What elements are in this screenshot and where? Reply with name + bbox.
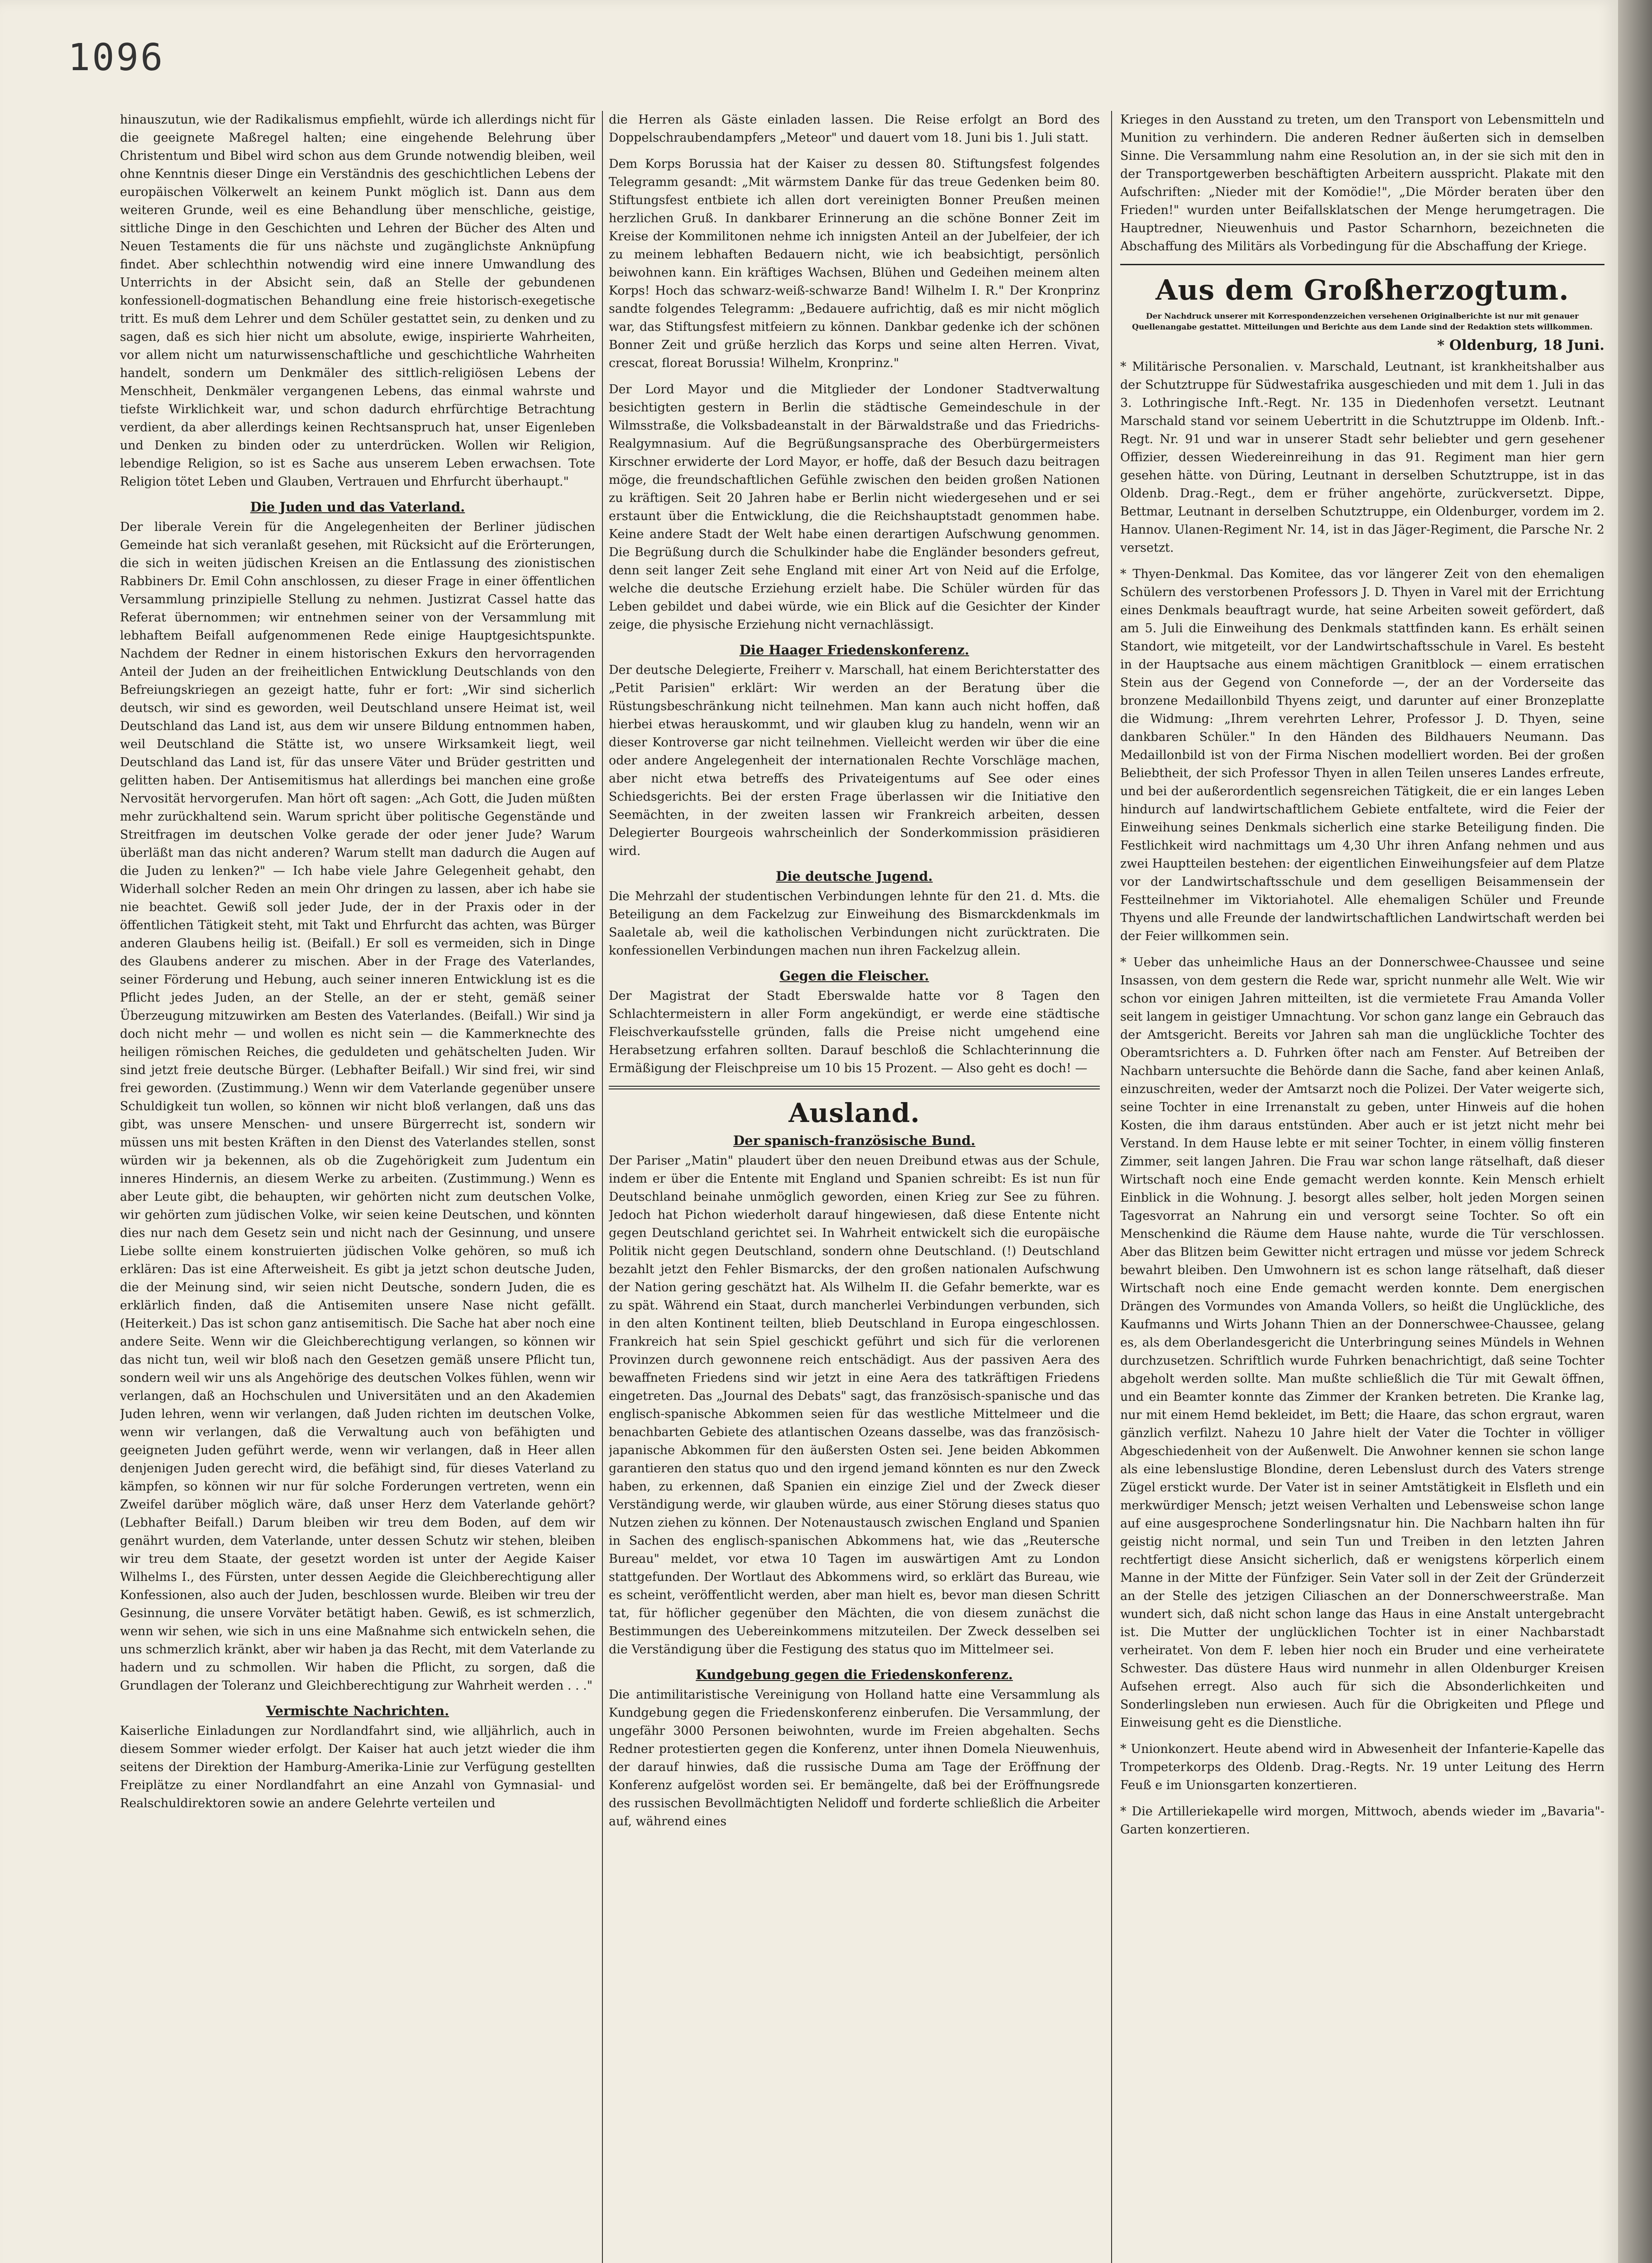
article-text: Der Lord Mayor und die Mitglieder der Londoner Stadtverwaltung besichtigten gestern in Berlin die städtische Gemeindeschule in der Wilmsstraße, die Volksbadeanstalt in der Bärwaldstraße und das Friedrichs-Realgymnasium. Auf die Begrüßungsansprache des Oberbürgermeisters Kirschner erwiderte der Lord Mayor, er hoffe, daß der Besuch dazu beitragen möge, die freundschaftlichen Gefühle zwischen den beiden großen Nationen zu kräftigen. Seit 20 Jahren habe er Berlin nicht wiedergesehen und er sei erstaunt über die Entwicklung, die die Reichshauptstadt genommen habe. Keine andere Stadt der Welt habe einen derartigen Aufschwung genommen. Die Begrüßung durch die Schulkinder habe die Engländer besonders gefreut, denn seit langer Zeit sehe England mit einer Art von Neid auf die Erfolge, welche die deutsche Erziehung erzielt habe. Die Schüler würden für das Leben gebildet und dabei würde, wie ein Blick auf die Gesichter der Kinder zeige, die physische Erziehung nicht vernachlässigt. xyxy=(609,382,1100,632)
article-religion-continued xyxy=(120,111,595,491)
article-text: die Herren als Gäste einladen lassen. Die Reise erfolgt an Bord des Doppelschraubendampfers „Meteor" und dauert vom 18. Juni bis 1. Juli statt. xyxy=(609,113,1100,145)
article-text: Der deutsche Delegierte, Freiherr v. Marschall, hat einem Berichterstatter des „Petit Parisien" erklärt: Wir werden an der Beratung über die Rüstungsbeschränkung nicht teilnehmen. Man kann auch nicht hoffen, daß hierbei etwas herauskommt, und wir glauben klug zu handeln, wenn wir an dieser Kontroverse gar nicht teilnehmen. Vielleicht werden wir über die eine oder andere Angelegenheit der internationalen Rechte Vorschläge machen, aber nicht etwa betreffs des Privateigentums auf See oder eines Schiedsgerichts. Bei der ersten Frage überlassen wir die Initiative den Seemächten, in der zweiten lassen wir Frankreich arbeiten, dessen Delegierter Bourgeois wahrscheinlich der Sonderkommission präsidieren wird. xyxy=(609,663,1100,858)
article-text: Dem Korps Borussia hat der Kaiser zu dessen 80. Stiftungsfest folgendes Telegramm gesandt: „Mit wärmstem Danke für das treue Gedenken beim 80. Stiftungsfest entbiete ich allen dort vereinigten Bonner Preußen meinen herzlichen Gruß. In dankbarer Erinnerung an die schöne Bonner Zeit im Kreise der Kommilitonen nehme ich innigsten Anteil an der Jubelfeier, der ich zu meinem lebhaften Bedauern nicht, wie ich beabsichtigt, persönlich beiwohnen kann. Ein kräftiges Wachsen, Blühen und Gedeihen meinem alten Korps! Hoch das schwarz-weiß-schwarze Band! Wilhelm I. R." Der Kronprinz sandte folgendes Telegramm: „Bedauere aufrichtig, daß es mir nicht möglich war, das Stiftungsfest mitfeiern zu können. Dankbar gedenke ich der schönen Bonner Zeit und grüße herzlich das Korps und seine alten Herren. Vivat, crescat, floreat Borussia! Wilhelm, Kronprinz." xyxy=(609,157,1100,370)
section-subtitle: Der Nachdruck unserer mit Korrespondenzzeichen versehenen Originalberichte ist nur mit genauer Quellenangabe gestattet. Mitteilungen und Berichte aus dem Lande sind der Redaktion stets willkommen. xyxy=(1132,312,1593,332)
article-lord-mayor xyxy=(609,381,1100,634)
article-text: * Militärische Personalien. v. Marschald, Leutnant, ist krankheitshalber aus der Schutztruppe für Südwestafrika ausgeschieden und mit dem 1. Juli in das 3. Lothringische Inft.-Regt. Nr. 135 in Diedenhofen versetzt. Leutnant Marschald stand vor seinem Uebertritt in die Schutztruppe im Oldenb. Inft.-Regt. Nr. 91 und war in unserer Stadt sehr beliebter und gern gesehener Offizier, dessen Wiedereinreihung in das 91. Regiment man hier gern gesehen hätte. von Düring, Leutnant in derselben Schutztruppe, ist in das Oldenb. Drag.-Regt., dem er früher angehörte, zurückversetzt. Dippe, Bettmar, Leutnant in derselben Schutztruppe, ein Oldenburger, vordem im 2. Hannov. Ulanen-Regiment Nr. 14, ist in das Jäger-Regiment, die Parsche Nr. 2 versetzt. xyxy=(1120,360,1604,555)
article-jugend xyxy=(609,869,1100,960)
article-text: Die Mehrzahl der studentischen Verbindungen lehnte für den 21. d. Mts. die Beteiligung an dem Fackelzug zur Einweihung des Bismarckdenkmals im Saaletale ab, weil die katholischen Verbindungen nicht zurücktraten. Die konfessionellen Verbindungen machen nun ihren Fackelzug allein. xyxy=(609,889,1100,958)
section-divider xyxy=(609,1086,1100,1089)
article-text: * Ueber das unheimliche Haus an der Donnerschwee-Chaussee und seine Insassen, von dem gestern die Rede war, spricht nunmehr alle Welt. Wie wir schon vor einigen Jahren mitteilten, ist die vermietete Frau Amanda Voller seit langem in geistiger Umnachtung. Vor schon ganz lange ein Gebrauch das der Amtsgericht. Bereits vor Jahren sah man die unglückliche Tochter des Oberamtsrichters a. D. Fuhrken öfter nach am Fenster. Auf Betreiben der Nachbarn untersuchte die Behörde dann die Sache, fand aber keinen Anlaß, einzuschreiten, weder der Amtsarzt noch die Polizei. Der Vater weigerte sich, seine Tochter in eine Irrenanstalt zu geben, unter Hinweis auf die hohen Kosten, die ihm daraus entstünden. Aber auch er ist jetzt nicht mehr bei Verstand. In dem Hause lebte er mit seiner Tochter, in einem völlig finsteren Zimmer, seit langen Jahren. Die Frau war schon lange rätselhaft, daß dieser Wirtschaft noch eine Ende gemacht werden konnte. Kein Mensch erhielt Einblick in die Wohnung. J. besorgt alles selber, holt jeden Morgen seinen Tagesvorrat an Nahrung ein und versorgt seine Tochter. So oft ein Menschenkind die Räume dem Hause nahte, wurde die Tür verschlossen. Aber das Blitzen beim Gewitter nicht ertragen und müsse vor jedem Schreck bewahrt bleiben. Den Umwohnern ist es schon lange rätselhaft, daß dieser Wirtschaft noch eine Ende gemacht werden konnte. Dem energischen Drängen des Vormundes von Amanda Vollers, so heißt die Unglückliche, des Kaufmanns und Wirts Johann Thien an der Donnerschwee-Chaussee, gelang es, als dem Oberlandesgericht die Unterbringung seines Mündels in Wehnen durchzusetzen. Schriftlich wurde Fuhrken benachrichtigt, daß seine Tochter abgeholt werden sollte. Man mußte schließlich die Tür mit Gewalt öffnen, und ein Beamter konnte das Zimmer der Kranken betreten. Die Kranke lag, nur mit einem Hemd bekleidet, im Bett; die Haare, das schon ergraut, waren gänzlich verfilzt. Nahezu 10 Jahre hielt der Vater die Tochter in völliger Abgeschiedenheit von der Außenwelt. Die Anwohner kennen sie schon lange als eine lebenslustige Blondine, deren Lebenslust durch des Vaters strenge Zügel erstickt wurde. Der Vater ist in seiner Amtstätigkeit in Elsfleth und ein merkwürdiger Mensch; jetzt weisen Verhalten und Lebensweise schon lange auf eine ausgesprochene Sonderlingsnatur hin. Die Nachbarn halten ihn für geistig nicht normal, und sein Tun und Treiben in den letzten Jahren rechtfertigt diese Ansicht sicherlich, daß er wenigstens körperlich einem Manne in der Mitte der Fünfziger. Sein Vater soll in der Zeit der Gründerzeit an der Stelle des jetzigen Ciliaschen an der Donnerschweerstraße. Man wundert sich, daß nicht schon lange das Haus in eine Anstalt untergebracht ist. Die Mutter der unglücklichen Tochter ist in einer Nachbarstadt verheiratet. Von dem F. leben hier noch ein Bruder und eine verheiratete Schwester. Das düstere Haus wird nunmehr in allen Oldenburger Kreisen Aufsehen erregt. Also auch für sich die Absonderlichkeiten und Sonderlingsleben nun erwiesen. Auch für die Obrigkeiten und Pflege und Einweisung geht es die Dienstliche. xyxy=(1120,955,1604,1730)
article-borussia xyxy=(609,155,1100,372)
article-text: * Thyen-Denkmal. Das Komitee, das vor längerer Zeit von den ehemaligen Schülern des verstorbenen Professors J. D. Thyen in Varel mit der Errichtung eines Denkmals beauftragt wurde, hat seine Arbeiten soweit gefördert, daß am 5. Juli die Einweihung des Denkmals stattfinden kann. Es erhält seinen Standort, wie mitgeteilt, vor der Landwirtschaftsschule in Varel. Es besteht in der Hauptsache aus einem mächtigen Granitblock — einem erratischen Stein aus der Gegend von Conneforde —, der an der Vorderseite das bronzene Medaillonbild Thyens zeigt, und darunter auf einer Bronzeplatte die Widmung: „Ihrem verehrten Lehrer, Professor J. D. Thyen, seine dankbaren Schüler." In den Händen des Bildhauers Neumann. Das Medaillonbild ist von der Firma Nischen modelliert worden. Bei der großen Beliebtheit, der sich Professor Thyen in allen Teilen unseres Landes erfreute, und bei der außerordentlich segensreichen Tätigkeit, die er ein langes Leben hindurch auf landwirtschaftlichem Gebiete entfaltete, wird die Feier der Einweihung seines Denkmals sicherlich eine starke Beteiligung finden. Die Festlichkeit wird nachmittags um 4,30 Uhr ihren Anfang nehmen und aus zwei Hauptteilen bestehen: der eigentlichen Einweihungsfeier auf dem Platze vor der Landwirtschaftsschule und dem geselligen Beisammensein der Festteilnehmer im Viktoriahotel. Alle ehemaligen Schüler und Freunde Thyens und alle Freunde der landwirtschaftlichen Landwirtschaft werden bei der Feier willkommen sein. xyxy=(1120,567,1604,943)
article-artilleriekapelle xyxy=(1120,1803,1604,1839)
column-divider xyxy=(1111,111,1112,2263)
article-thyen-denkmal xyxy=(1120,565,1604,945)
article-heading: Kundgebung gegen die Friedenskonferenz. xyxy=(696,1667,1013,1682)
article-haager xyxy=(609,642,1100,860)
article-kundgebung-continued xyxy=(1120,111,1604,256)
article-text: * Unionkonzert. Heute abend wird in Abwesenheit der Infanterie-Kapelle das Trompeterkorps des Oldenb. Drag.-Regts. Nr. 19 unter Leitung des Herrn Feuß e im Unionsgarten konzertieren. xyxy=(1120,1742,1604,1792)
article-bund xyxy=(609,1133,1100,1659)
article-text: Der Magistrat der Stadt Eberswalde hatte vor 8 Tagen den Schlachtermeistern in aller Form angekündigt, er werde eine städtische Fleischverkaufsstelle gründen, falls die Preise nicht umgehend eine Herabsetzung erfahren sollten. Darauf beschloß die Schlachterinnung die Ermäßigung der Fleischpreise um 10 bis 15 Prozent. — Also geht es doch! — xyxy=(609,989,1100,1075)
article-heading: Gegen die Fleischer. xyxy=(779,968,929,983)
section-divider xyxy=(1120,264,1604,265)
article-text: * Die Artilleriekapelle wird morgen, Mittwoch, abends wieder im „Bavaria"-Garten konzertieren. xyxy=(1120,1805,1604,1837)
article-fleischer xyxy=(609,968,1100,1078)
article-heading: Die Juden und das Vaterland. xyxy=(250,499,465,515)
article-text: Die antimilitaristische Vereinigung von Holland hatte eine Versammlung als Kundgebung gegen die Friedenskonferenz einberufen. Die Versammlung, der ungefähr 3000 Personen beiwohnten, wurde im Freien abgehalten. Sechs Redner protestierten gegen die Konferenz, unter ihnen Domela Nieuwenhuis, der darauf hinwies, daß die russische Duma am Tage der Eröffnung der Konferenz aufgelöst worden sei. Er bemängelte, daß bei der Eröffnungsrede des russischen Bevollmächtigten Nelidoff und forderte schließlich die Arbeiter auf, während eines xyxy=(609,1688,1100,1829)
column-middle xyxy=(609,111,1100,2263)
article-heading: Die deutsche Jugend. xyxy=(776,869,933,884)
article-text: hinauszutun, wie der Radikalismus empfiehlt, würde ich allerdings nicht für die geeignete Maßregel halten; eine eingehende Belehrung über Christentum und Bibel wird schon aus dem Grunde notwendig bleiben, weil ohne Kenntnis dieser Dinge ein Verständnis des geschichtlichen Lebens der europäischen Völkerwelt an keinem Punkt möglich ist. Dann aus dem weiteren Grunde, weil es eine Behandlung über menschliche, geistige, sittliche Dinge in den Geschichten und Lehren der Bücher des Alten und Neuen Testaments die für uns nächste und zugänglichste Anknüpfung findet. Aber schlechthin notwendig wird eine innere Umwandlung des Unterrichts in der Absicht sein, daß an Stelle der gebundenen konfessionell-dogmatischen Behandlung eine freie historisch-exegetische tritt. Es muß dem Lehrer und dem Schüler gestattet sein, zu denken und zu sagen, daß es sich hier nicht um absolute, ewige, inspirierte Wahrheiten, vor allem nicht um naturwissenschaftliche und geschichtliche Wahrheiten handelt, sondern um Denkmäler des sittlich-religiösen Lebens der Menschheit, Denkmäler vergangenen Lebens, das einmal wahrste und tiefste Wirklichkeit war, und schon dadurch ehrfürchtige Betrachtung verdient, da aber allerdings keinen Rechtsanspruch hat, unser Eigenleben und Denken zu binden oder zu unterdrücken. Wollen wir Religion, lebendige Religion, so ist es Sache aus unserem Leben erwachsen. Tote Religion tötet Leben und Glauben, Vertrauen und Ehrfurcht überhaupt." xyxy=(120,113,595,489)
dateline: * Oldenburg, 18 Juni. xyxy=(1437,337,1604,353)
article-vermischte xyxy=(120,1703,595,1813)
article-text: Der liberale Verein für die Angelegenheiten der Berliner jüdischen Gemeinde hat sich veranlaßt gesehen, mit Rücksicht auf die Erörterungen, die sich in weiten jüdischen Kreisen an die Entlassung des zionistischen Rabbiners Dr. Emil Cohn anschlossen, zu dieser Frage in einer öffentlichen Versammlung prinzipielle Stellung zu nehmen. Justizrat Cassel hatte das Referat übernommen; wir entnehmen seiner von der Versammlung mit lebhaftem Beifall aufgenommenen Rede einige Hauptgesichtspunkte. Nachdem der Redner in einem historischen Exkurs den hervorragenden Anteil der Juden an der freiheitlichen Entwicklung Deutschlands von den Befreiungskriegen an gezeigt hatte, fuhr er fort: „Wir sind sicherlich deutsch, wir sind es geworden, weil Deutschland unsere Heimat ist, weil Deutschland das Land ist, aus dem wir unsere Bildung entnommen haben, weil Deutschland die Stätte ist, wo unsere Wirksamkeit liegt, weil Deutschland das Land ist, für das unsere Väter und Brüder gestritten und gelitten haben. Der Antisemitismus hat allerdings bei manchen eine große Nervosität hervorgerufen. Man hört oft sagen: „Ach Gott, die Juden müßten mehr zurückhaltend sein. Warum spricht über politische Gegenstände und Streitfragen im deutschen Volke gerade der oder jener Jude? Warum überläßt man das nicht anderen? Warum stellt man dadurch die Augen auf die Juden zu lenken?" — Ich habe viele Jahre Gelegenheit gehabt, den Widerhall solcher Reden an mein Ohr dringen zu lassen, aber ich habe sie nie beachtet. Gewiß soll jeder Jude, der in der Praxis oder in der öffentlichen Tätigkeit steht, mit Takt und Ehrfurcht das achten, was Bürger anderen Glaubens heilig ist. (Beifall.) Er soll es vermeiden, sich in Dinge des Glaubens anderer zu mischen. Aber in der Frage des Vaterlandes, seiner Förderung und Hebung, auch seiner inneren Entwicklung ist es die Pflicht jedes Juden, an der Stelle, an der er steht, gemäß seiner Überzeugung mitzuwirken am Besten des Vaterlandes. (Beifall.) Wir sind ja doch nicht mehr — und wollen es nicht sein — die Kammerknechte des heiligen römischen Reiches, die geduldeten und gehätschelten Juden. Wir sind jetzt freie deutsche Bürger. (Lebhafter Beifall.) Wir sind frei, wir sind frei geworden. (Zustimmung.) Wenn wir dem Vaterlande gegenüber unsere Schuldigkeit tun wollen, so können wir nicht bloß verlangen, daß uns das gibt, was unsere Menschen- und unsere Bürgerrecht ist, sondern wir müssen uns mit besten Kräften in den Dienst des Vaterlandes stellen, sonst würden wir ja bekennen, als ob die Zugehörigkeit zum Judentum ein inneres Hindernis, an diesem Werke zu arbeiten. (Zustimmung.) Wenn es aber Leute gibt, die behaupten, wir gehörten nicht zum deutschen Volke, wir gehörten zum jüdischen Volke, wir seien keine Deutschen, und könnten dies nur nach dem Gesetz sein und nicht nach der Gesinnung, und unsere Liebe sollte einem konstruierten jüdischen Volke gehören, so muß ich erklären: Das ist eine Afterweisheit. Es gibt ja jetzt schon deutsche Juden, die der Meinung sind, wir seien nicht Deutsche, sondern Juden, die es erklärlich finden, daß die Antisemiten unsere Nase nicht gefällt. (Heiterkeit.) Das ist schon ganz antisemitisch. Die Sache hat aber noch eine andere Seite. Wenn wir die Gleichberechtigung verlangen, so können wir das nicht tun, weil wir bloß nach den Gesetzen gemäß unsere Pflicht tun, sondern weil wir uns als Angehörige des deutschen Volkes fühlen, wenn wir verlangen, daß an Hochschulen und Universitäten und an den Akademien Juden lehren, wenn wir verlangen, daß Juden richten im deutschen Volke, wenn wir verlangen, daß die Verwaltung auch von befähigten und geeigneten Juden geführt werde, wenn wir verlangen, daß in Heer allen denjenigen Juden gerecht wird, die befähigt sind, für dieses Vaterland zu kämpfen, so können wir nur für solche Forderungen vertreten, wenn ein Zweifel darüber möglich wäre, daß unser Herz dem Vaterlande gehört? (Lebhafter Beifall.) Darum bleiben wir treu dem Boden, auf dem wir genährt wurden, dem Vaterlande, unter dessen Schutz wir stehen, bleiben wir treu dem Staate, der gesetzt worden ist unter der Aegide Kaiser Wilhelms I., des Fürsten, unter dessen Aegide die Gleichberechtigung aller Konfessionen, also auch der Juden, beschlossen wurde. Bleiben wir treu der Gesinnung, die unsere Vorväter betätigt haben. Gewiß, es ist schmerzlich, wenn wir sehen, wie sich in uns eine Maßnahme sich entwickeln sehen, die uns schmerzlich kränkt, aber wir haben ja das Recht, mit dem Vaterlande zu hadern und zu schmollen. Wir haben die Pflicht, zu sorgen, daß die Grundlagen der Toleranz und Gleichberechtigung zur Wahrheit werden . . ." xyxy=(120,520,595,1693)
section-title-ausland: Ausland. xyxy=(788,1098,920,1128)
article-unheimliche-haus xyxy=(1120,954,1604,1732)
column-left xyxy=(120,111,595,2263)
column-right xyxy=(1120,111,1604,2263)
article-kundgebung xyxy=(609,1667,1100,1831)
article-heading: Vermischte Nachrichten. xyxy=(266,1703,449,1719)
article-unionkonzert xyxy=(1120,1740,1604,1795)
article-juden xyxy=(120,499,595,1695)
article-nordlandfahrt-continued xyxy=(609,111,1100,147)
page-number: 1096 xyxy=(68,36,165,79)
article-text: Kaiserliche Einladungen zur Nordlandfahrt sind, wie alljährlich, auch in diesem Sommer wieder erfolgt. Der Kaiser hat auch jetzt wieder die ihm seitens der Direktion der Hamburg-Amerika-Linie zur Verfügung gestellten Freiplätze zu einer Nordlandfahrt an eine Anzahl von Gymnasial- und Realschuldirektoren sowie an andere Gelehrte verteilen und xyxy=(120,1724,595,1810)
article-text: Krieges in den Ausstand zu treten, um den Transport von Lebensmitteln und Munition zu verhindern. Die anderen Redner äußerten sich in demselben Sinne. Die Versammlung nahm eine Resolution an, in der sie sich mit den in der Transportgewerben beschäftigten Arbeitern ausspricht. Plakate mit den Aufschriften: „Nieder mit der Komödie!", „Die Mörder beraten über den Frieden!" wurden unter Beifallsklatschen der Menge herumgetragen. Die Hauptredner, Nieuwenhuis und Pastor Scharnhorn, bezeichneten die Abschaffung des Militärs als Vorbedingung für die Abschaffung der Kriege. xyxy=(1120,113,1604,253)
article-text: Der Pariser „Matin" plaudert über den neuen Dreibund etwas aus der Schule, indem er über die Entente mit England und Spanien schreibt: Es ist nun für Deutschland beinahe unmöglich geworden, einen Krieg zur See zu führen. Jedoch hat Pichon wiederholt darauf hingewiesen, daß diese Entente nicht gegen Deutschland gerichtet sei. In Wahrheit entwickelt sich die europäische Politik nicht gegen Deutschland, sondern ohne Deutschland. (!) Deutschland bezahlt jetzt den Fehler Bismarcks, der den großen nationalen Aufschwung der Nation gering geschätzt hat. Als Wilhelm II. die Gefahr bemerkte, war es zu spät. Während ein Staat, durch mancherlei Verbindungen verbunden, sich in den alten Kontinent teilten, blieb Deutschland in Europa eingeschlossen. Frankreich hat sein Spiel geschickt geführt und sich für die verlorenen Provinzen durch gewonnene reich entschädigt. Aus der passiven Aera des bewaffneten Friedens sind wir jetzt in eine Aera des tatkräftigen Friedens eingetreten. Das „Journal des Debats" sagt, das französisch-spanische und das englisch-spanische Abkommen seien für das westliche Mittelmeer und die benachbarten Gebiete des atlantischen Ozeans dasselbe, was das französisch-japanische Abkommen für den äußersten Osten sei. Jene beiden Abkommen garantieren den status quo und den irgend jemand könnten es nur den Zweck haben, zu erkennen, daß Spanien ein einzige Ziel und der Zweck dieser Verständigung werde, wir glauben würde, aus einer Störung dieses status quo Nutzen ziehen zu können. Der Notenaustausch zwischen England und Spanien in Sachen des englisch-spanischen Abkommens hat, wie das „Reutersche Bureau" meldet, vor etwa 10 Tagen im auswärtigen Amt zu London stattgefunden. Der Wortlaut des Abkommens wird, so erklärt das Bureau, wie es scheint, veröffentlicht werden, aber man hielt es, bevor man diesen Schritt tat, für höflicher gegenüber den Mächten, die von diesem zunächst die Bestimmungen des Uebereinkommens mitzuteilen. Der Zweck desselben sei die Verständigung über die Festigung des status quo im Mittelmeer sei. xyxy=(609,1154,1100,1657)
article-heading: Der spanisch-französische Bund. xyxy=(733,1133,976,1148)
column-divider xyxy=(602,111,603,2263)
section-title-grossherzogtum: Aus dem Großherzogtum. xyxy=(1155,273,1569,306)
article-personalien xyxy=(1120,358,1604,557)
book-binding-edge xyxy=(1618,0,1652,2263)
article-heading: Die Haager Friedenskonferenz. xyxy=(739,642,969,658)
